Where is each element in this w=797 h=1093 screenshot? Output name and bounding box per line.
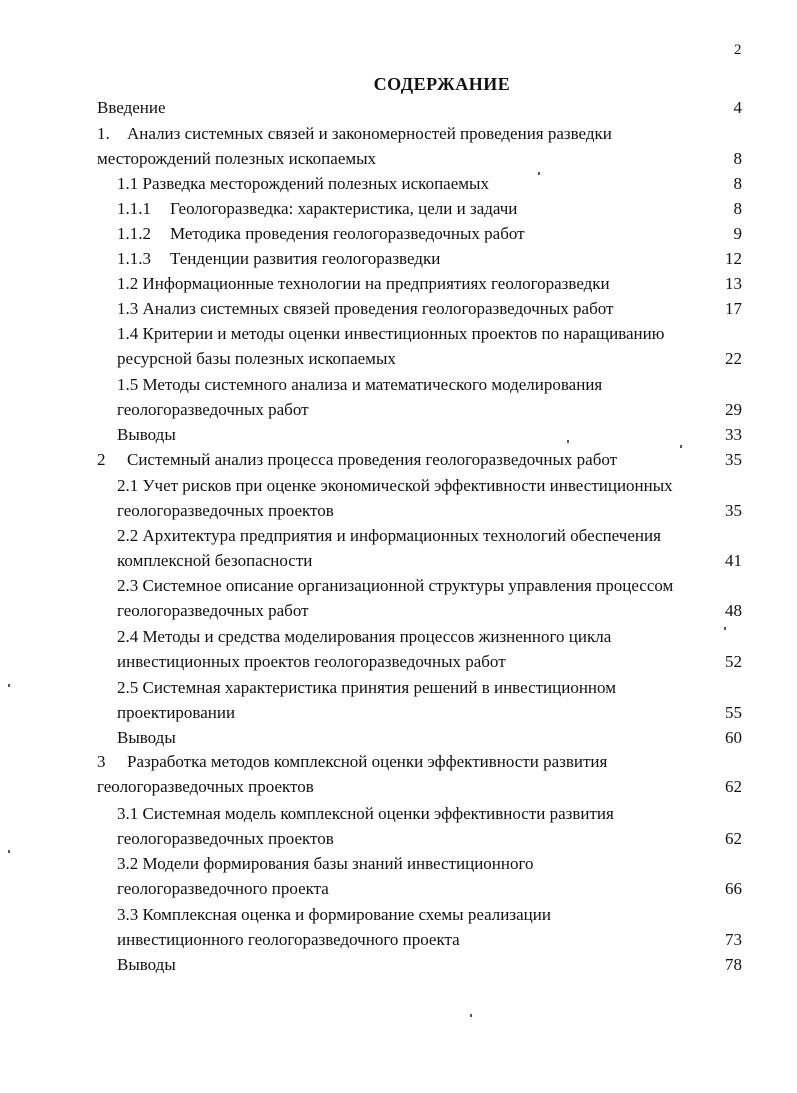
toc-entry-number: 1.1.1 — [117, 199, 151, 218]
toc-entry-page: 41 — [725, 551, 742, 570]
toc-entry-text: 2.2 Архитектура предприятия и информационных технологий обеспечения — [117, 526, 661, 545]
toc-entry-text: геологоразведочных проектов — [117, 829, 334, 848]
toc-entry-text: инвестиционных проектов геологоразведочных работ — [117, 652, 506, 671]
toc-entry-text: 3.3 Комплексная оценка и формирование схемы реализации — [117, 905, 551, 924]
toc-entry-text: геологоразведочного проекта — [117, 879, 329, 898]
toc-entry-text: Методика проведения геологоразведочных работ — [170, 224, 525, 243]
toc-entry-page: 48 — [725, 601, 742, 620]
toc-entry-page: 62 — [725, 777, 742, 796]
toc-entry-text: Системный анализ процесса проведения геологоразведочных работ — [127, 450, 618, 469]
toc-entry-text: 3.2 Модели формирования базы знаний инвестиционного — [117, 854, 534, 873]
scan-speck — [8, 684, 10, 687]
toc-entry-text: 1.3 Анализ системных связей проведения геологоразведочных работ — [117, 299, 614, 318]
toc-entry-text: 2.3 Системное описание организационной структуры управления процессом — [117, 576, 674, 595]
toc-entry-page: 62 — [725, 829, 742, 848]
toc-entry-page: 17 — [725, 299, 742, 318]
toc-entry-page: 8 — [733, 174, 742, 193]
toc-entry-text: ресурсной базы полезных ископаемых — [117, 349, 396, 368]
toc-entry-page: 22 — [725, 349, 742, 368]
toc-entry-text: геологоразведочных проектов — [97, 777, 314, 796]
toc-entry-page: 8 — [733, 199, 742, 218]
toc-entry-text: геологоразведочных работ — [117, 601, 309, 620]
toc-entry-page: 35 — [725, 450, 742, 469]
toc-entry-text: 2.1 Учет рисков при оценке экономической эффективности инвестиционных — [117, 476, 673, 495]
toc-entry-page: 29 — [725, 400, 742, 419]
toc-entry-page: 66 — [725, 879, 742, 898]
toc-entry-text: Анализ системных связей и закономерностей проведения разведки — [127, 124, 612, 143]
toc-entry-page: 13 — [725, 274, 742, 293]
page-number: 2 — [734, 42, 742, 58]
toc-entry-text: Геологоразведка: характеристика, цели и задачи — [170, 199, 518, 218]
toc-entry-text: Тенденции развития геологоразведки — [170, 249, 441, 268]
toc-entry-text: Выводы — [117, 425, 176, 444]
toc-entry-text: Введение — [97, 98, 166, 117]
toc-entry-text: 1.5 Методы системного анализа и математического моделирования — [117, 375, 603, 394]
page-title: СОДЕРЖАНИЕ — [373, 74, 511, 94]
toc-entry-text: Разработка методов комплексной оценки эффективности развития — [127, 752, 608, 771]
scan-speck — [470, 1014, 472, 1017]
toc-entry-number: 3 — [97, 752, 106, 771]
toc-entry-text: 1.1 Разведка месторождений полезных ископаемых — [117, 174, 489, 193]
scan-speck — [8, 850, 10, 853]
toc-entry-page: 35 — [725, 501, 742, 520]
toc-entry-text: Выводы — [117, 955, 176, 974]
toc-entry-text: инвестиционного геологоразведочного проекта — [117, 930, 460, 949]
toc-entry-page: 33 — [725, 425, 742, 444]
toc-entry-page: 8 — [733, 149, 742, 168]
toc-entry-text: 1.2 Информационные технологии на предприятиях геологоразведки — [117, 274, 610, 293]
scan-speck — [538, 172, 540, 175]
toc-entry-text: Выводы — [117, 728, 176, 747]
toc-entry-text: 2.4 Методы и средства моделирования процессов жизненного цикла — [117, 627, 612, 646]
toc-entry-page: 55 — [725, 703, 742, 722]
scan-speck — [567, 440, 569, 443]
scan-speck — [680, 445, 682, 448]
toc-entry-text: геологоразведочных работ — [117, 400, 309, 419]
toc-entry-page: 52 — [725, 652, 742, 671]
toc-entry-text: 1.4 Критерии и методы оценки инвестиционных проектов по наращиванию — [117, 324, 665, 343]
toc-entry-page: 9 — [733, 224, 742, 243]
toc-entry-page: 60 — [725, 728, 742, 747]
toc-entry-text: комплексной безопасности — [117, 551, 313, 570]
toc-entry-page: 78 — [725, 955, 742, 974]
toc-entry-number: 2 — [97, 450, 106, 469]
toc-entry-number: 1. — [97, 124, 110, 143]
toc-entry-page: 12 — [725, 249, 742, 268]
toc-entry-text: 3.1 Системная модель комплексной оценки эффективности развития — [117, 804, 614, 823]
toc-entry-text: проектировании — [117, 703, 236, 722]
toc-entry-text: геологоразведочных проектов — [117, 501, 334, 520]
toc-entry-number: 1.1.3 — [117, 249, 151, 268]
toc-entry-text: месторождений полезных ископаемых — [97, 149, 377, 168]
scan-speck — [724, 627, 726, 630]
toc-entry-number: 1.1.2 — [117, 224, 151, 243]
toc-entry-page: 73 — [725, 930, 742, 949]
toc-entry-page: 4 — [733, 98, 742, 117]
toc-entry-text: 2.5 Системная характеристика принятия решений в инвестиционном — [117, 678, 616, 697]
